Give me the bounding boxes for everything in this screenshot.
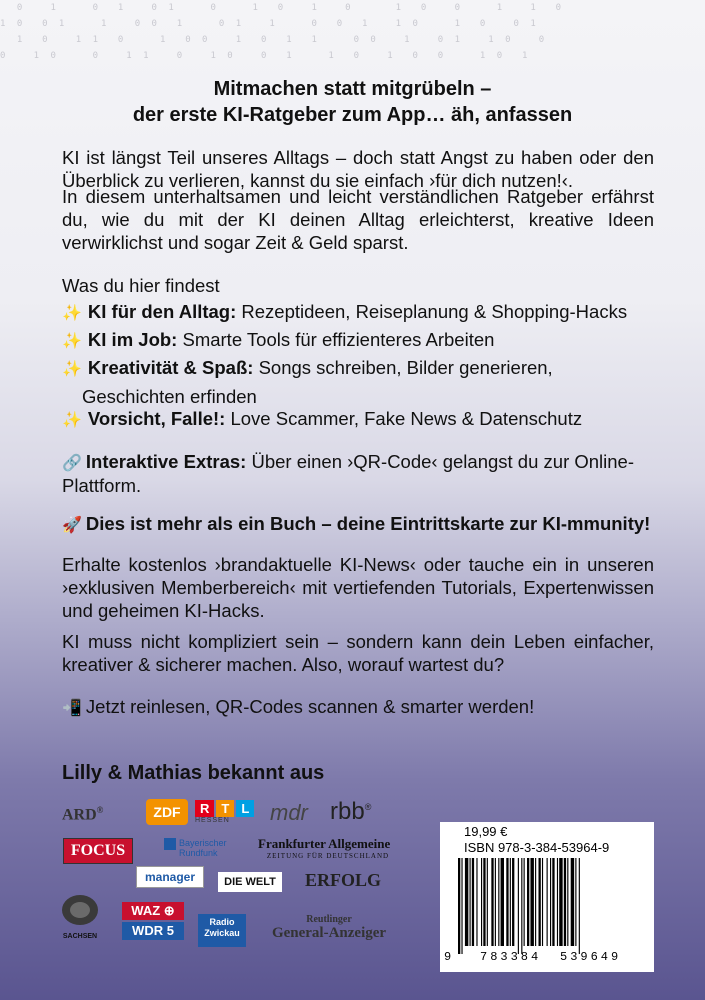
barcode-bar bbox=[567, 858, 568, 946]
feature-label: KI für den Alltag: bbox=[87, 301, 237, 322]
link-icon: 🔗 bbox=[62, 453, 82, 472]
barcode-bar bbox=[571, 858, 574, 946]
rocket-icon: 🚀 bbox=[62, 515, 82, 534]
plus-icon: ⊕ bbox=[163, 903, 175, 918]
members-paragraph: Erhalte kostenlos ›brandaktuelle KI-News‹ oder tauche ein in unseren ›exklusiven Memberbereich‹ mit vertiefenden Tutorials, Expertenwissen und geheimen KI-Hacks. bbox=[62, 554, 654, 621]
feature-text: Love Scammer, Fake News & Datenschutz bbox=[230, 408, 583, 429]
barcode-bar bbox=[498, 858, 499, 946]
barcode-bar bbox=[557, 858, 558, 946]
barcode-bar bbox=[547, 858, 548, 946]
die-welt-logo: DIE WELT bbox=[218, 872, 282, 892]
barcode-bar bbox=[579, 858, 580, 954]
ard-logo: ARD® bbox=[62, 805, 104, 824]
sparkle-icon: ✨ bbox=[62, 412, 82, 429]
zdf-logo: ZDF bbox=[146, 799, 188, 825]
feature-text: Smarte Tools für effizienteres Arbeiten bbox=[182, 329, 495, 350]
barcode-bar bbox=[481, 858, 482, 946]
feature-item bbox=[62, 354, 662, 410]
isbn-barcode: 19,99 € ISBN 978-3-384-53964-9 9 783384 539649 bbox=[440, 822, 654, 972]
barcode-bar bbox=[470, 858, 471, 946]
barcode-bar bbox=[465, 858, 468, 946]
erfolg-logo: ERFOLG bbox=[305, 870, 382, 890]
barcode-bar bbox=[535, 858, 536, 946]
barcode-bar bbox=[559, 858, 562, 946]
tagline bbox=[62, 512, 654, 536]
barcode-bar bbox=[472, 858, 474, 946]
binary-code-background: 0 1 0 1 0 1 0 1 0 1 0 1 0 0 1 1 0 1 0 0 1 1 0 0 1 0 1 1 0 0 1 1 0 1 0 0 1 1 0 1 1 0 1 0 0 1 0 1 1 0 0 1 0 1 1 0 0 0 1 0 0 1 1 0 1 0 0 1 1 0 1 0 0 1 0 1 bbox=[0, 3, 565, 61]
known-from-heading: Lilly & Mathias bekannt aus bbox=[62, 762, 325, 784]
barcode-bar bbox=[539, 858, 541, 946]
extras-paragraph bbox=[62, 450, 654, 497]
headline-line-1: Mitmachen statt mitgrübeln – bbox=[213, 78, 492, 100]
cta-text: Jetzt reinlesen, QR-Codes scannen & smarter werden! bbox=[85, 696, 535, 717]
manager-magazin-logo: manager bbox=[136, 866, 204, 888]
closing-paragraph: KI muss nicht kompliziert sein – sondern kann dein Leben einfacher, kreativer & sicherer machen. Also, worauf wartest du? bbox=[62, 631, 654, 675]
sparkle-icon: ✨ bbox=[62, 333, 82, 350]
general-anzeiger-logo: Reutlinger General-Anzeiger bbox=[271, 914, 387, 941]
faz-logo: Frankfurter Allgemeine ZEITUNG FÜR DEUTSCHLAND bbox=[258, 836, 391, 860]
feature-item bbox=[62, 298, 662, 327]
headline-line-2: der erste KI-Ratgeber zum App… äh, anfassen bbox=[132, 104, 573, 126]
barcode-bar bbox=[552, 858, 554, 946]
barcode-bar bbox=[476, 858, 477, 946]
rtl-hessen-logo: R T L HESSEN bbox=[195, 800, 261, 826]
bayerischer-rundfunk-logo: Bayerischer Rundfunk bbox=[164, 838, 244, 858]
barcode-bar bbox=[524, 858, 525, 946]
feature-text-continued: Geschichten erfinden bbox=[82, 386, 257, 407]
tagline-text: Dies ist mehr als ein Buch – deine Eintrittskarte zur KI-mmunity! bbox=[85, 513, 651, 534]
barcode-bar bbox=[510, 858, 511, 946]
barcode-bar bbox=[506, 858, 508, 946]
mdr-logo: mdr bbox=[270, 800, 308, 825]
feature-item bbox=[62, 405, 662, 434]
waz-logo: WAZ ⊕ bbox=[122, 902, 184, 920]
feature-label: KI im Job: bbox=[87, 329, 178, 350]
feature-label: Vorsicht, Falle!: bbox=[87, 408, 226, 429]
extras-text: Über einen ›QR-Code‹ gelangst du zur Online-Plattform. bbox=[62, 451, 635, 496]
sachsen-logo: SACHSEN bbox=[60, 892, 100, 942]
barcode-bar bbox=[542, 858, 543, 946]
intro-paragraph-2: In diesem unterhaltsamen und leicht verständlichen Ratgeber erfährst du, wie du mit der KI deinen Alltag erleichterst, kreative Ideen verwirklichst und sogar Zeit & Geld sparst. bbox=[62, 186, 654, 253]
barcode-bar bbox=[550, 858, 551, 946]
focus-logo: FOCUS bbox=[63, 838, 133, 864]
barcode-bar bbox=[491, 858, 493, 946]
barcode-bar bbox=[487, 858, 488, 946]
barcode-bar bbox=[564, 858, 566, 946]
barcode-bar bbox=[518, 858, 519, 954]
radio-zwickau-logo: Radio Zwickau bbox=[198, 914, 246, 947]
barcode-bar bbox=[575, 858, 576, 946]
rbb-logo: rbb® bbox=[330, 798, 372, 825]
sparkle-icon: ✨ bbox=[62, 305, 82, 322]
mobile-phone-icon: 📲 bbox=[62, 698, 82, 717]
sparkle-icon: ✨ bbox=[62, 361, 82, 378]
features-title: Was du hier findest bbox=[62, 275, 220, 296]
barcode-bar bbox=[530, 858, 533, 946]
feature-text: Rezeptideen, Reiseplanung & Shopping-Hacks bbox=[241, 301, 628, 322]
headline bbox=[0, 76, 705, 128]
feature-text: Songs schreiben, Bilder generieren, bbox=[258, 357, 553, 378]
cta bbox=[62, 695, 654, 719]
feature-label: Kreativität & Spaß: bbox=[87, 357, 254, 378]
barcode-bar bbox=[501, 858, 504, 946]
barcode-bar bbox=[483, 858, 485, 946]
barcode-bar bbox=[527, 858, 529, 946]
barcode-bars bbox=[446, 858, 648, 954]
barcode-bar bbox=[512, 858, 514, 946]
intro-paragraph-1: KI ist längst Teil unseres Alltags – doch statt Angst zu haben oder den Überblick zu verlieren, kannst du sie einfach ›für dich nutzen!‹. bbox=[62, 147, 654, 191]
extras-label: Interaktive Extras: bbox=[85, 451, 247, 472]
barcode-bar bbox=[458, 858, 460, 954]
wdr5-logo: WDR 5 bbox=[122, 922, 184, 940]
barcode-bar bbox=[495, 858, 496, 946]
isbn: ISBN 978-3-384-53964-9 bbox=[464, 840, 610, 855]
price: 19,99 € bbox=[464, 824, 508, 839]
barcode-bar bbox=[461, 858, 462, 954]
feature-item bbox=[62, 326, 662, 355]
barcode-bar bbox=[521, 858, 522, 954]
